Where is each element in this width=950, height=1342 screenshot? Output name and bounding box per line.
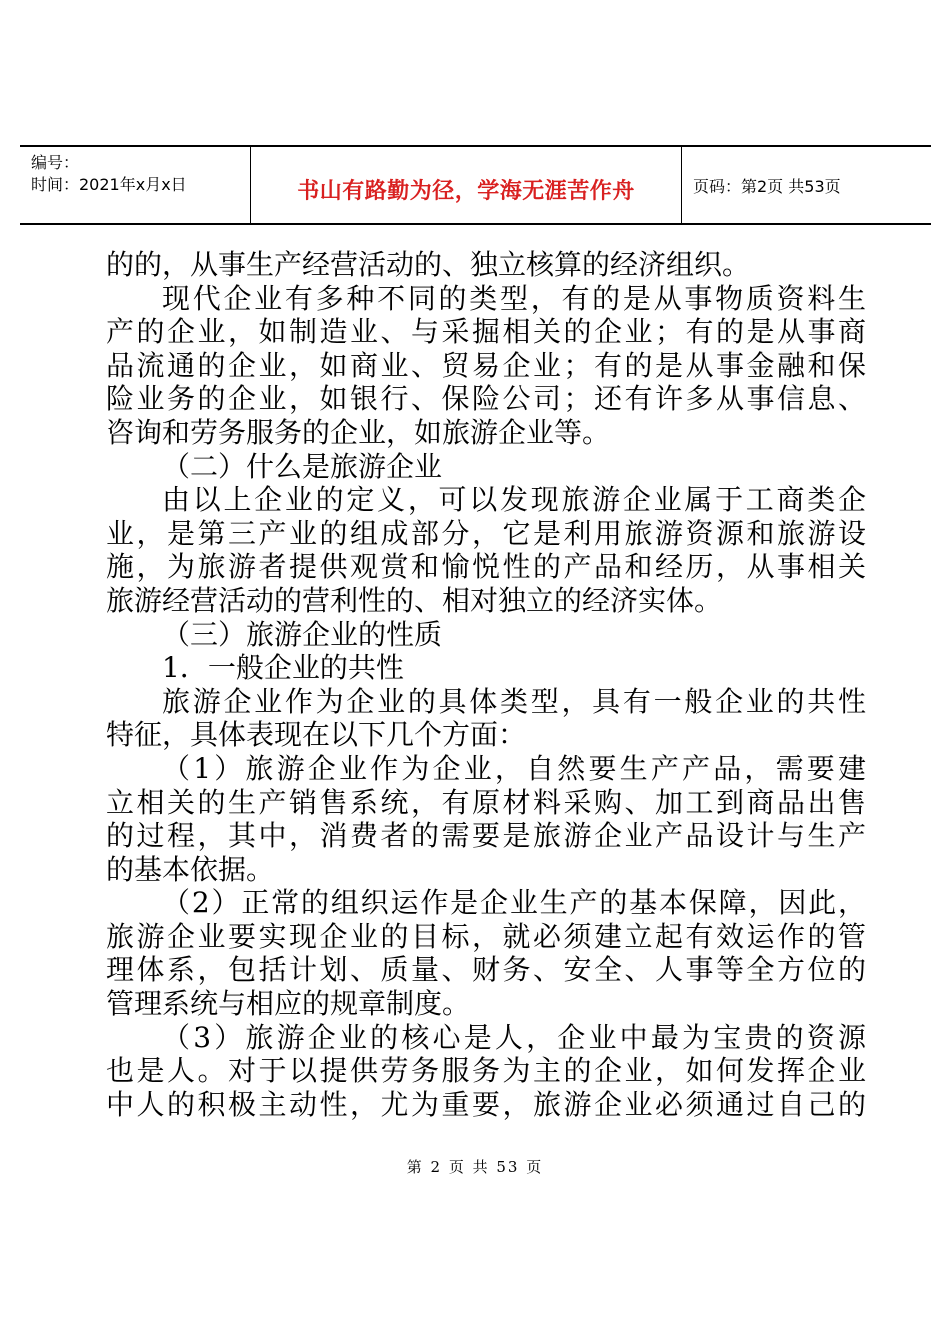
header-page-code: 页码：第2页 共53页: [693, 177, 841, 196]
body-line: 咨询和劳务服务的企业，如旅游企业等。: [106, 415, 611, 449]
body-line: 也是人。对于以提供劳务服务为主的企业，如何发挥企业: [106, 1054, 866, 1088]
header-page-cell: [682, 147, 931, 223]
body-line: 产的企业，如制造业、与采掘相关的企业；有的是从事商: [106, 315, 866, 349]
body-line: 品流通的企业，如商业、贸易企业；有的是从事金融和保: [106, 348, 866, 382]
body-line: 险业务的企业，如银行、保险公司；还有许多从事信息、: [106, 382, 866, 416]
document-number-label: 编号：: [31, 153, 80, 172]
body-line: 理体系，包括计划、质量、财务、安全、人事等全方位的: [106, 953, 866, 987]
header-motto: 书山有路勤为径，学海无涯苦作舟: [297, 179, 635, 204]
body-line: 中人的积极主动性，尤为重要，旅游企业必须通过自己的: [106, 1087, 866, 1121]
document-body: [106, 248, 866, 1121]
section-heading: （二）什么是旅游企业: [162, 449, 443, 483]
list-item-first-line: （2）正常的组织运作是企业生产的基本保障，因此，: [162, 886, 866, 920]
document-header: [20, 145, 931, 225]
subsection-heading: 1．一般企业的共性: [162, 651, 404, 685]
list-item-first-line: （3）旅游企业的核心是人，企业中最为宝贵的资源: [162, 1020, 866, 1054]
header-motto-cell: [251, 147, 682, 223]
document-date-label: 时间：2021年x月x日: [31, 175, 187, 194]
body-line: 施，为旅游者提供观赏和愉悦性的产品和经历，从事相关: [106, 550, 866, 584]
list-item-first-line: （1）旅游企业作为企业，自然要生产产品，需要建: [162, 751, 866, 785]
page-footer: 第 2 页 共 53 页: [406, 1158, 544, 1176]
body-line: 旅游经营活动的营利性的、相对独立的经济实体。: [106, 583, 723, 617]
header-meta-cell: [20, 147, 251, 223]
paragraph-first-line: 现代企业有多种不同的类型，有的是从事物质资料生: [162, 281, 866, 315]
body-line: 特征，具体表现在以下几个方面：: [106, 718, 527, 752]
body-line: 立相关的生产销售系统，有原材料采购、加工到商品出售: [106, 785, 866, 819]
paragraph-first-line: 由以上企业的定义，可以发现旅游企业属于工商类企: [162, 483, 866, 517]
paragraph-first-line: 旅游企业作为企业的具体类型，具有一般企业的共性: [162, 684, 866, 718]
section-heading: （三）旅游企业的性质: [162, 617, 443, 651]
body-line: 的过程，其中，消费者的需要是旅游企业产品设计与生产: [106, 819, 866, 853]
body-line: 旅游企业要实现企业的目标，就必须建立起有效运作的管: [106, 919, 866, 953]
body-line: 的基本依据。: [106, 852, 275, 886]
body-line: 业，是第三产业的组成部分，它是利用旅游资源和旅游设: [106, 516, 866, 550]
body-line: 的的，从事生产经营活动的、独立核算的经济组织。: [106, 248, 751, 281]
body-line: 管理系统与相应的规章制度。: [106, 987, 471, 1021]
